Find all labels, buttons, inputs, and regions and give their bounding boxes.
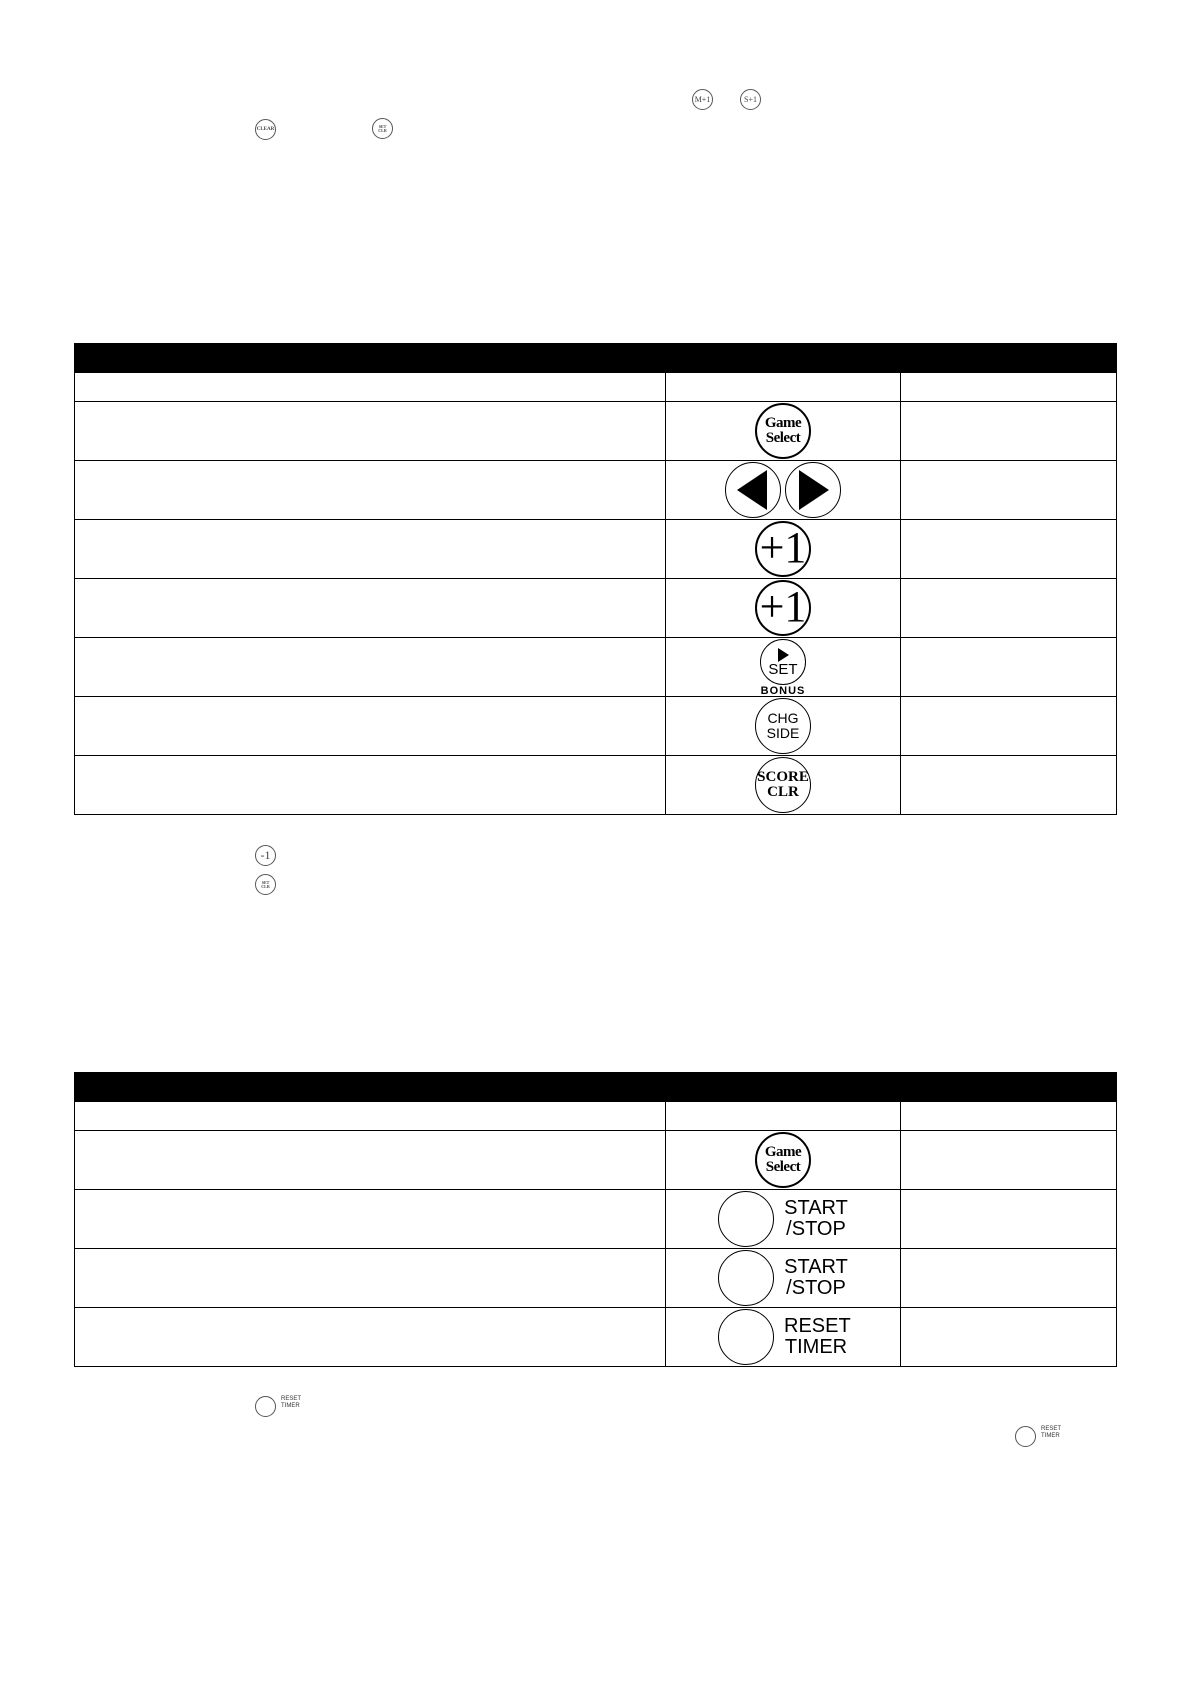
chg-label: CHG: [767, 710, 799, 726]
bonus-label: BONUS: [760, 685, 806, 697]
plus-one-label: +1: [759, 582, 807, 631]
clr-label: CLR: [767, 784, 799, 800]
start-stop-icon: [718, 1190, 848, 1248]
table-row: [75, 638, 1117, 697]
plus-one-icon: [755, 580, 811, 636]
reset-label: RESET: [784, 1315, 851, 1337]
minus-one-icon: [255, 845, 276, 866]
clear-label: CLEAR: [256, 127, 275, 132]
side-label: SIDE: [766, 725, 800, 741]
table-row: [75, 1249, 1117, 1308]
game-select-button-icon: [755, 403, 811, 459]
chg-side-icon: [755, 698, 811, 754]
table-row: [75, 1308, 1117, 1367]
set-clr-label-bottom: CLR: [378, 127, 387, 133]
clear-icon: [255, 119, 276, 140]
table-row: [75, 461, 1117, 520]
table-row: [75, 1190, 1117, 1249]
play-icon: [776, 648, 790, 662]
timer-label: TIMER: [1041, 1433, 1060, 1439]
reset-timer-icon: [255, 1396, 276, 1417]
start-label: START: [784, 1256, 848, 1278]
game-select-button-icon: [755, 1132, 811, 1188]
plus-one-label: +1: [759, 523, 807, 572]
table-row: [75, 1131, 1117, 1190]
table-subheader: [75, 1102, 1117, 1131]
score-label: SCORE: [757, 769, 809, 785]
table-header: [75, 344, 1117, 373]
stop-label: /STOP: [786, 1277, 846, 1299]
reset-timer-icon: [718, 1308, 851, 1366]
table-row: [75, 697, 1117, 756]
score-clr-icon: [755, 757, 811, 813]
start-stop-icon: [718, 1249, 848, 1307]
reset-timer-text: [281, 1396, 301, 1410]
minus-one-label: -1: [260, 848, 271, 862]
table-subheader: [75, 373, 1117, 402]
right-arrow-icon: [785, 462, 841, 518]
game-select-label-bottom: Select: [765, 430, 801, 446]
set-clr-icon: [255, 874, 276, 895]
timer-label: TIMER: [784, 1336, 848, 1358]
table-row: [75, 579, 1117, 638]
table-row: [75, 520, 1117, 579]
controls-table-2: [74, 1072, 1117, 1367]
set-clr-label-top: SET: [378, 123, 387, 129]
reset-timer-icon: [1015, 1426, 1036, 1447]
table-row: [75, 756, 1117, 815]
start-label: START: [784, 1197, 848, 1219]
start-stop-circle: [718, 1250, 774, 1306]
table-row: [75, 402, 1117, 461]
set-label: SET: [768, 660, 798, 678]
left-arrow-icon: [725, 462, 781, 518]
set-clr-label-top: SET: [261, 879, 270, 885]
game-select-label-top: Game: [764, 415, 802, 431]
s-plus-1-label: S+1: [744, 95, 757, 104]
s-plus-1-icon: [740, 89, 761, 110]
game-select-label-top: Game: [764, 1144, 802, 1160]
plus-one-icon: [755, 521, 811, 577]
game-select-label-bottom: Select: [765, 1159, 801, 1175]
controls-table-1: [74, 343, 1117, 815]
set-clr-icon: [372, 118, 393, 139]
m-plus-1-label: M+1: [694, 95, 711, 104]
table-header: [75, 1073, 1117, 1102]
timer-label: TIMER: [281, 1403, 300, 1409]
set-clr-label-bottom: CLR: [261, 883, 270, 889]
stop-label: /STOP: [786, 1218, 846, 1240]
reset-timer-circle: [718, 1309, 774, 1365]
m-plus-1-icon: [692, 89, 713, 110]
set-bonus-icon: [760, 639, 806, 685]
reset-label: RESET: [1041, 1426, 1062, 1432]
reset-timer-text: [1041, 1426, 1061, 1440]
start-stop-circle: [718, 1191, 774, 1247]
reset-label: RESET: [281, 1396, 302, 1402]
